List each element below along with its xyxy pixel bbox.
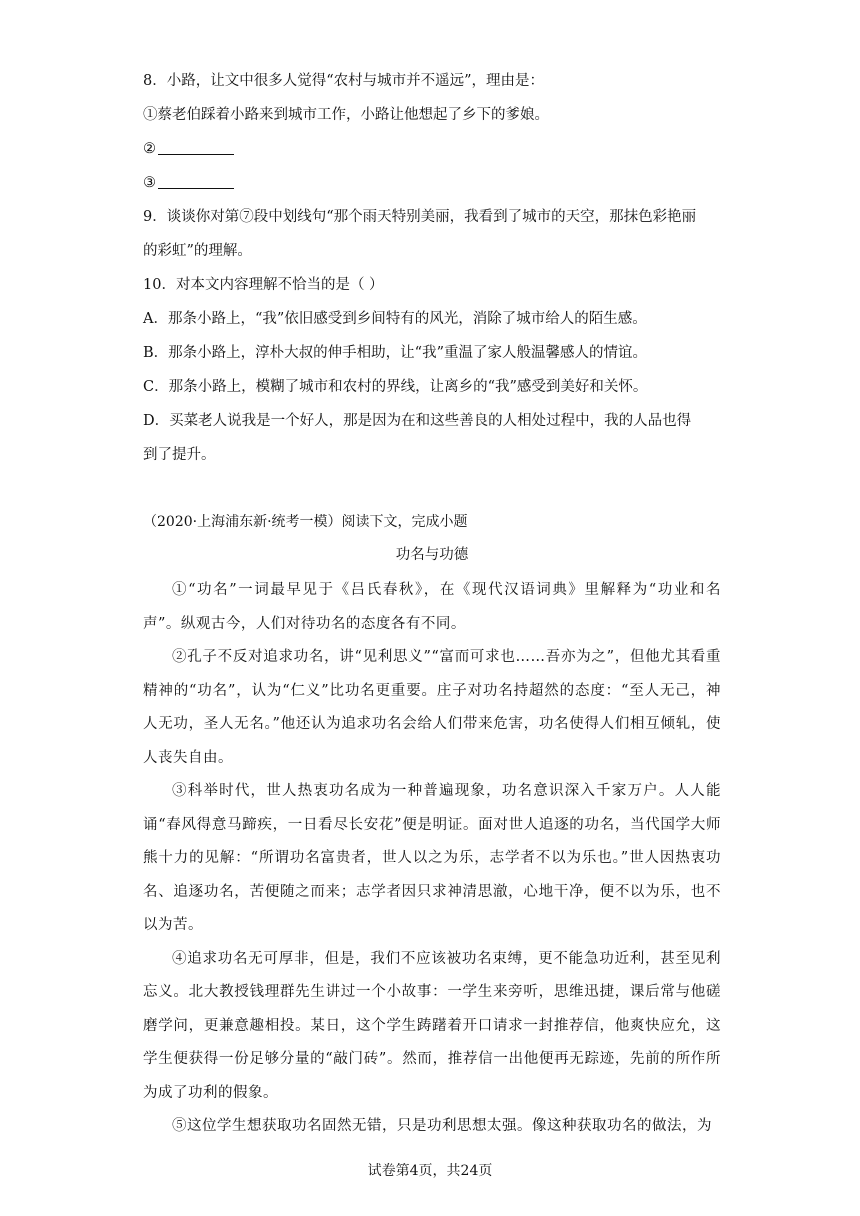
paragraph-4: ④追求功名无可厚非，但是，我们不应该被功名束缚，更不能急功近利，甚至见利忘义。北大教授钱理群先生讲过一个小故事：一学生来旁听，思维迅捷，课后常与他磋磨学问，更兼意趣相投。某日，这个学生踌躇着开口请求一封推荐信，他爽快应允，这学生便获得一份足够分量的“敲门砖”。然而，推荐信一出他便再无踪迹，先前的所作所为成了功利的假象。 (143, 950, 721, 1101)
q8-item-3 (143, 166, 721, 200)
page-footer: 试卷第4页，共24页 (367, 1163, 493, 1179)
q10-option-d-line-2: 到了提升。 (143, 447, 216, 463)
passage-body (143, 574, 721, 1144)
q8-item-1: ①蔡老伯踩着小路来到城市工作，小路让他想起了乡下的爹娘。 (143, 107, 549, 123)
q10-stem: 10．对本文内容理解不恰当的是（ ） (143, 277, 384, 293)
q8-answer-blank-2 (158, 140, 234, 155)
questions-section (143, 64, 721, 472)
q10-option-a: A．那条小路上，“我”依旧感受到乡间特有的风光，消除了城市给人的陌生感。 (143, 311, 647, 327)
paragraph-5: ⑤这位学生想获取功名固然无错，只是功利思想太强。像这种获取功名的做法，为 (172, 1118, 712, 1134)
q8-item-2 (143, 132, 721, 166)
q8-item-2-label: ② (143, 141, 156, 157)
q10-option-d-line-1: D．买菜老人说我是一个好人，那是因为在和这些善良的人相处过程中，我的人品也得 (143, 413, 692, 429)
q10-option-b: B．那条小路上，淳朴大叔的伸手相助，让“我”重温了家人般温馨感人的情谊。 (143, 345, 647, 361)
paragraph-2: ②孔子不反对追求功名，讲“见利思义”“富而可求也……吾亦为之”，但他尤其看重精神的“功名”，认为“仁义”比功名更重要。庄子对功名持超然的态度：“至人无己，神人无功，圣人无名。”他还认为追求功名会给人们带来危害，功名使得人们相互倾轧，使人丧失自由。 (143, 649, 721, 766)
q8-answer-blank-3 (158, 174, 234, 189)
paragraph-3: ③科举时代，世人热衷功名成为一种普遍现象，功名意识深入千家万户。人人能诵“春风得意马蹄疾，一日看尽长安花”便是明证。面对世人追逐的功名，当代国学大师熊十力的见解：“所谓功名富贵者，世人以之为乐，志学者不以为乐也。”世人因热衷功名、追逐功名，苦便随之而来；志学者因只求神清思澈，心地干净，便不以为乐，也不以为苦。 (143, 783, 721, 933)
q10-option-c: C．那条小路上，模糊了城市和农村的界线，让离乡的“我”感受到美好和关怀。 (143, 379, 648, 395)
q8-item-3-label: ③ (143, 175, 156, 191)
paragraph-1: ①“功名”一词最早见于《吕氏春秋》，在《现代汉语词典》里解释为“功业和名声”。纵观古今，人们对待功名的态度各有不同。 (143, 582, 721, 632)
passage-title: 功名与功德 (395, 547, 469, 563)
q9-line-1: 9．谈谈你对第⑦段中划线句“那个雨天特别美丽，我看到了城市的天空，那抹色彩艳丽 (143, 209, 697, 225)
passage-source: （2020·上海浦东新·统考一模）阅读下文，完成小题 (143, 514, 468, 530)
q8-stem: 8．小路，让文中很多人觉得“农村与城市并不遥远”，理由是： (143, 73, 545, 89)
q9-line-2: 的彩虹”的理解。 (143, 243, 252, 259)
